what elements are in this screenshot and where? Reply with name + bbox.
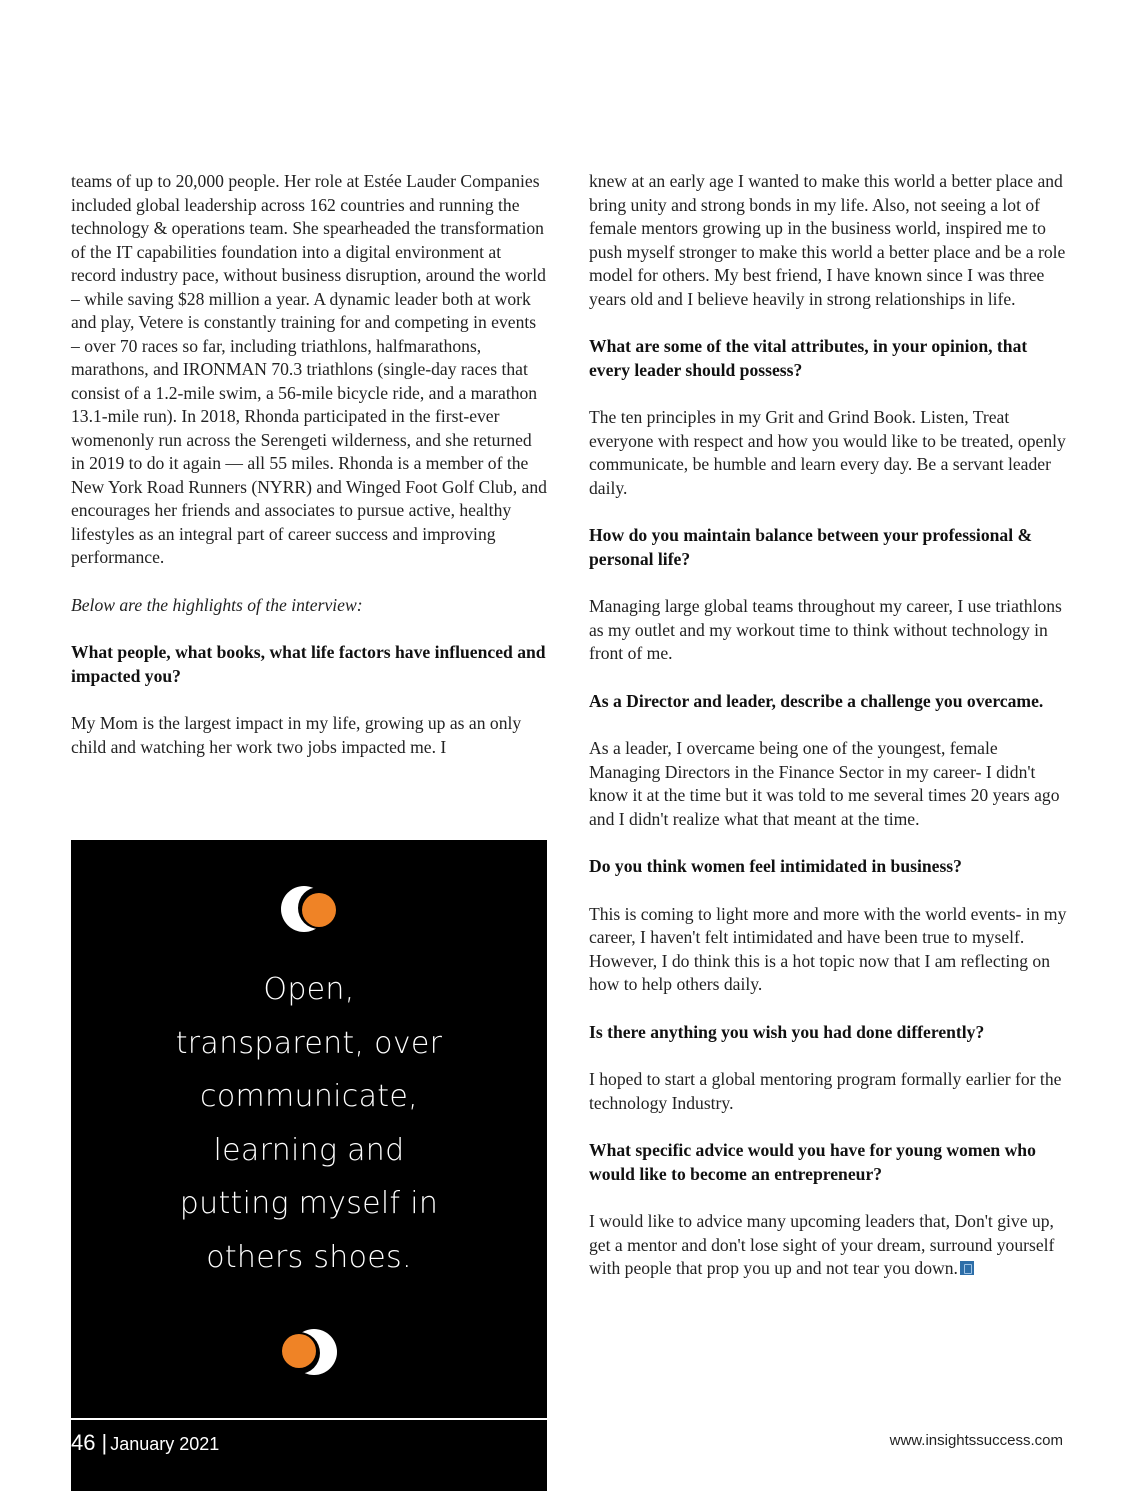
question-7: What specific advice would you have for young women who would like to become an entrepreneur? bbox=[589, 1140, 1036, 1184]
interview-intro: Below are the highlights of the interview: bbox=[71, 594, 363, 615]
answer-7: I would like to advice many upcoming leaders that, Don't give up, get a mentor and don't lose sight of your dream, surround yourself with people that prop you up and not tear you down. bbox=[589, 1211, 1055, 1278]
quote-line: others shoes. bbox=[206, 1239, 412, 1275]
answer-1-end: knew at an early age I wanted to make this world a better place and bring unity and strong bonds in my life. Also, not seeing a lot of female mentors growing up in the business world, inspired me to push myself stronger to make this world a better place and be a role model for others. My best friend, I have known since I was three years old and I believe heavily in strong relationships in life. bbox=[589, 171, 1066, 309]
issue-date: January 2021 bbox=[110, 1434, 220, 1454]
question-1: What people, what books, what life factors have influenced and impacted you? bbox=[71, 642, 546, 686]
answer-6: I hoped to start a global mentoring program formally earlier for the technology Industry. bbox=[589, 1069, 1062, 1113]
quote-line: communicate, bbox=[200, 1079, 418, 1114]
right-column bbox=[589, 170, 1067, 1281]
footer-rule bbox=[71, 1418, 547, 1420]
quote-open-icon bbox=[274, 880, 344, 940]
magazine-end-mark-icon bbox=[960, 1261, 974, 1275]
question-6: Is there anything you wish you had done differently? bbox=[589, 1021, 985, 1042]
footer-separator: | bbox=[101, 1430, 108, 1455]
quote-line: putting myself in bbox=[179, 1186, 439, 1221]
answer-3: Managing large global teams throughout my career, I use triathlons as my outlet and my workout time to think without technology in front of me. bbox=[589, 596, 1062, 663]
left-column bbox=[71, 170, 549, 783]
answer-1-start: My Mom is the largest impact in my life, growing up as an only child and watching her work two jobs impacted me. I bbox=[71, 713, 522, 757]
quote-line: transparent, over bbox=[175, 1025, 443, 1061]
question-5: Do you think women feel intimidated in business? bbox=[589, 856, 962, 876]
answer-4: As a leader, I overcame being one of the youngest, female Managing Directors in the Finance Sector in my career- I didn't know it at the time but it was told to me several times 20 years ago and I didn't realize what that meant at the time. bbox=[589, 738, 1060, 829]
pull-quote-box bbox=[71, 840, 547, 1491]
pull-quote-text bbox=[71, 963, 547, 1284]
question-2: What are some of the vital attributes, in your opinion, that every leader should possess? bbox=[589, 336, 1028, 380]
quote-line: Open, bbox=[263, 972, 355, 1007]
question-4: As a Director and leader, describe a challenge you overcame. bbox=[589, 690, 1044, 711]
quote-line: learning and bbox=[213, 1132, 405, 1168]
question-3: How do you maintain balance between your professional & personal life? bbox=[589, 525, 1033, 569]
quote-close-icon bbox=[274, 1321, 344, 1381]
answer-5: This is coming to light more and more with the world events- in my career, I haven't felt intimidated and have been true to myself. However, I do think this is a hot topic now that I am reflecting on how to help others daily. bbox=[589, 903, 1067, 994]
bio-paragraph: teams of up to 20,000 people. Her role at Estée Lauder Companies included global leadership across 162 countries and running the technology & operations team. She spearheaded the transformation of the IT capabilities foundation into a digital environment at record industry pace, without business disruption, around the world – while saving $28 million a year. A dynamic leader both at work and play, Vetere is constantly training for and competing in events – over 70 races so far, including triathlons, halfmarathons, marathons, and IRONMAN 70.3 triathlons (single-day races that consist of a 1.2-mile swim, a 56-mile bicycle ride, and a marathon 13.1-mile run). In 2018, Rhonda participated in the first-ever womenonly run across the Serengeti wilderness, and she returned in 2019 to do it again — all 55 miles. Rhonda is a member of the New York Road Runners (NYRR) and Winged Foot Golf Club, and encourages her friends and associates to pursue active, healthy lifestyles as an integral part of career success and improving performance. bbox=[71, 171, 547, 567]
page-footer-left bbox=[71, 1430, 219, 1456]
answer-2: The ten principles in my Grit and Grind Book. Listen, Treat everyone with respect and how you would like to be treated, openly communicate, be humble and learn every day. Be a servant leader daily. bbox=[589, 407, 1066, 498]
page-number: 46 bbox=[71, 1430, 96, 1455]
website-url: www.insightssuccess.com bbox=[889, 1432, 1063, 1449]
answer-7-paragraph bbox=[589, 1210, 1067, 1281]
